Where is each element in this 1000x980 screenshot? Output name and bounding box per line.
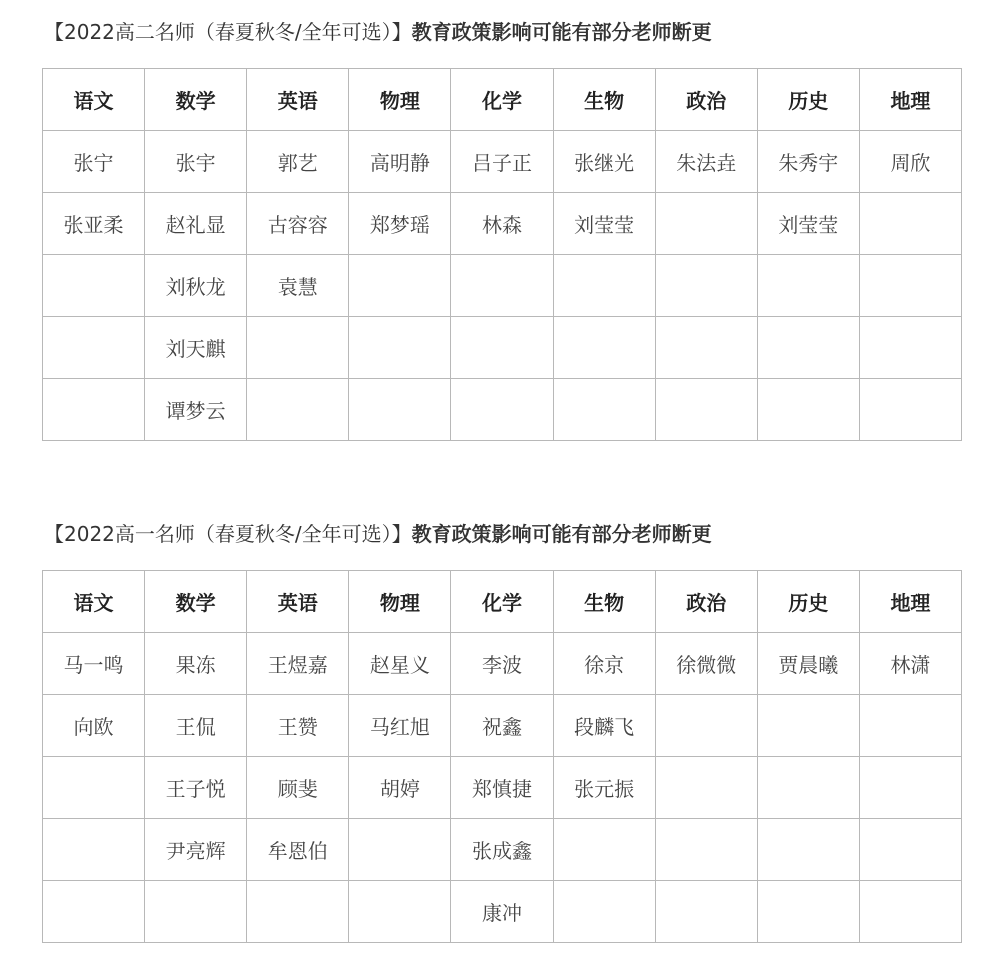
teacher-cell: 徐微微 xyxy=(655,633,757,695)
teacher-cell xyxy=(859,819,961,881)
teacher-cell xyxy=(43,379,145,441)
teacher-cell xyxy=(859,379,961,441)
teacher-cell xyxy=(655,695,757,757)
teacher-cell: 胡婷 xyxy=(349,757,451,819)
teacher-cell xyxy=(349,881,451,943)
teacher-cell: 郑梦瑶 xyxy=(349,193,451,255)
teacher-cell xyxy=(43,757,145,819)
teacher-cell xyxy=(757,819,859,881)
table-row xyxy=(43,819,962,881)
section-title-grade2 xyxy=(44,19,712,45)
teacher-cell xyxy=(247,379,349,441)
header-cell-biology: 生物 xyxy=(553,69,655,131)
header-cell-math: 数学 xyxy=(145,571,247,633)
header-cell-geography: 地理 xyxy=(859,69,961,131)
teacher-cell: 王子悦 xyxy=(145,757,247,819)
teacher-cell xyxy=(349,317,451,379)
teacher-cell xyxy=(43,819,145,881)
teacher-cell xyxy=(553,255,655,317)
teacher-cell xyxy=(859,695,961,757)
teacher-cell xyxy=(349,819,451,881)
teacher-cell xyxy=(655,757,757,819)
teacher-cell xyxy=(451,379,553,441)
teacher-cell: 马红旭 xyxy=(349,695,451,757)
table-header-row xyxy=(43,571,962,633)
header-cell-geography: 地理 xyxy=(859,571,961,633)
header-cell-chinese: 语文 xyxy=(43,69,145,131)
teacher-cell: 李波 xyxy=(451,633,553,695)
header-cell-politics: 政治 xyxy=(655,69,757,131)
teacher-cell: 刘秋龙 xyxy=(145,255,247,317)
teacher-cell xyxy=(859,317,961,379)
table-header-row xyxy=(43,69,962,131)
teacher-cell xyxy=(553,379,655,441)
header-cell-chinese: 语文 xyxy=(43,571,145,633)
header-cell-biology: 生物 xyxy=(553,571,655,633)
teacher-cell xyxy=(43,317,145,379)
teacher-cell: 袁慧 xyxy=(247,255,349,317)
teacher-table-grade1 xyxy=(42,570,962,943)
table-row xyxy=(43,881,962,943)
header-cell-politics: 政治 xyxy=(655,571,757,633)
teacher-cell xyxy=(553,317,655,379)
teacher-cell: 朱秀宇 xyxy=(757,131,859,193)
teacher-cell: 贾晨曦 xyxy=(757,633,859,695)
teacher-cell xyxy=(757,881,859,943)
teacher-cell xyxy=(859,881,961,943)
teacher-cell: 郭艺 xyxy=(247,131,349,193)
teacher-cell: 朱法垚 xyxy=(655,131,757,193)
table-row xyxy=(43,695,962,757)
teacher-cell: 张亚柔 xyxy=(43,193,145,255)
teacher-cell: 高明静 xyxy=(349,131,451,193)
teacher-cell: 林森 xyxy=(451,193,553,255)
header-cell-history: 历史 xyxy=(757,571,859,633)
header-cell-history: 历史 xyxy=(757,69,859,131)
teacher-cell xyxy=(655,881,757,943)
teacher-cell: 尹亮辉 xyxy=(145,819,247,881)
header-cell-physics: 物理 xyxy=(349,69,451,131)
table-row xyxy=(43,633,962,695)
teacher-cell xyxy=(859,255,961,317)
header-cell-chemistry: 化学 xyxy=(451,571,553,633)
teacher-cell: 刘天麒 xyxy=(145,317,247,379)
teacher-cell: 张宇 xyxy=(145,131,247,193)
teacher-cell: 郑慎捷 xyxy=(451,757,553,819)
teacher-cell xyxy=(757,379,859,441)
teacher-cell: 刘莹莹 xyxy=(757,193,859,255)
teacher-cell xyxy=(349,379,451,441)
teacher-cell: 古容容 xyxy=(247,193,349,255)
header-cell-english: 英语 xyxy=(247,571,349,633)
teacher-cell xyxy=(859,757,961,819)
teacher-cell: 王侃 xyxy=(145,695,247,757)
section-title-grade1 xyxy=(44,521,712,547)
teacher-cell xyxy=(553,819,655,881)
table-row xyxy=(43,317,962,379)
table-row xyxy=(43,379,962,441)
header-cell-physics: 物理 xyxy=(349,571,451,633)
teacher-cell xyxy=(655,255,757,317)
teacher-cell: 王赞 xyxy=(247,695,349,757)
table-row xyxy=(43,757,962,819)
table-row xyxy=(43,255,962,317)
section-title-plain: 【2022高二名师（春夏秋冬/全年可选）】 xyxy=(44,20,412,44)
teacher-cell: 祝鑫 xyxy=(451,695,553,757)
teacher-cell: 张继光 xyxy=(553,131,655,193)
teacher-cell xyxy=(451,255,553,317)
teacher-cell: 周欣 xyxy=(859,131,961,193)
section-title-plain: 【2022高一名师（春夏秋冬/全年可选）】 xyxy=(44,522,412,546)
teacher-cell: 刘莹莹 xyxy=(553,193,655,255)
teacher-table-grade2 xyxy=(42,68,962,441)
teacher-cell xyxy=(451,317,553,379)
teacher-cell xyxy=(349,255,451,317)
teacher-cell xyxy=(757,695,859,757)
section-title-bold: 教育政策影响可能有部分老师断更 xyxy=(411,20,712,44)
teacher-cell xyxy=(757,757,859,819)
teacher-cell xyxy=(43,255,145,317)
teacher-cell xyxy=(553,881,655,943)
section-title-bold: 教育政策影响可能有部分老师断更 xyxy=(411,522,712,546)
table-row xyxy=(43,193,962,255)
teacher-cell xyxy=(655,193,757,255)
teacher-cell: 赵星义 xyxy=(349,633,451,695)
teacher-cell: 马一鸣 xyxy=(43,633,145,695)
teacher-cell xyxy=(757,255,859,317)
teacher-cell: 赵礼显 xyxy=(145,193,247,255)
teacher-cell: 吕子正 xyxy=(451,131,553,193)
teacher-cell: 果冻 xyxy=(145,633,247,695)
teacher-cell: 张成鑫 xyxy=(451,819,553,881)
teacher-cell xyxy=(247,881,349,943)
teacher-cell: 张元振 xyxy=(553,757,655,819)
teacher-cell: 康冲 xyxy=(451,881,553,943)
teacher-cell: 段麟飞 xyxy=(553,695,655,757)
teacher-cell xyxy=(145,881,247,943)
teacher-cell: 林潇 xyxy=(859,633,961,695)
teacher-cell xyxy=(757,317,859,379)
header-cell-chemistry: 化学 xyxy=(451,69,553,131)
teacher-cell xyxy=(247,317,349,379)
teacher-cell xyxy=(655,317,757,379)
teacher-cell xyxy=(43,881,145,943)
teacher-cell: 王煜嘉 xyxy=(247,633,349,695)
teacher-cell: 谭梦云 xyxy=(145,379,247,441)
table-row xyxy=(43,131,962,193)
teacher-cell xyxy=(655,819,757,881)
teacher-cell: 向欧 xyxy=(43,695,145,757)
header-cell-math: 数学 xyxy=(145,69,247,131)
teacher-cell xyxy=(655,379,757,441)
teacher-cell: 徐京 xyxy=(553,633,655,695)
header-cell-english: 英语 xyxy=(247,69,349,131)
teacher-cell: 牟恩伯 xyxy=(247,819,349,881)
teacher-cell xyxy=(859,193,961,255)
teacher-cell: 张宁 xyxy=(43,131,145,193)
teacher-cell: 顾斐 xyxy=(247,757,349,819)
